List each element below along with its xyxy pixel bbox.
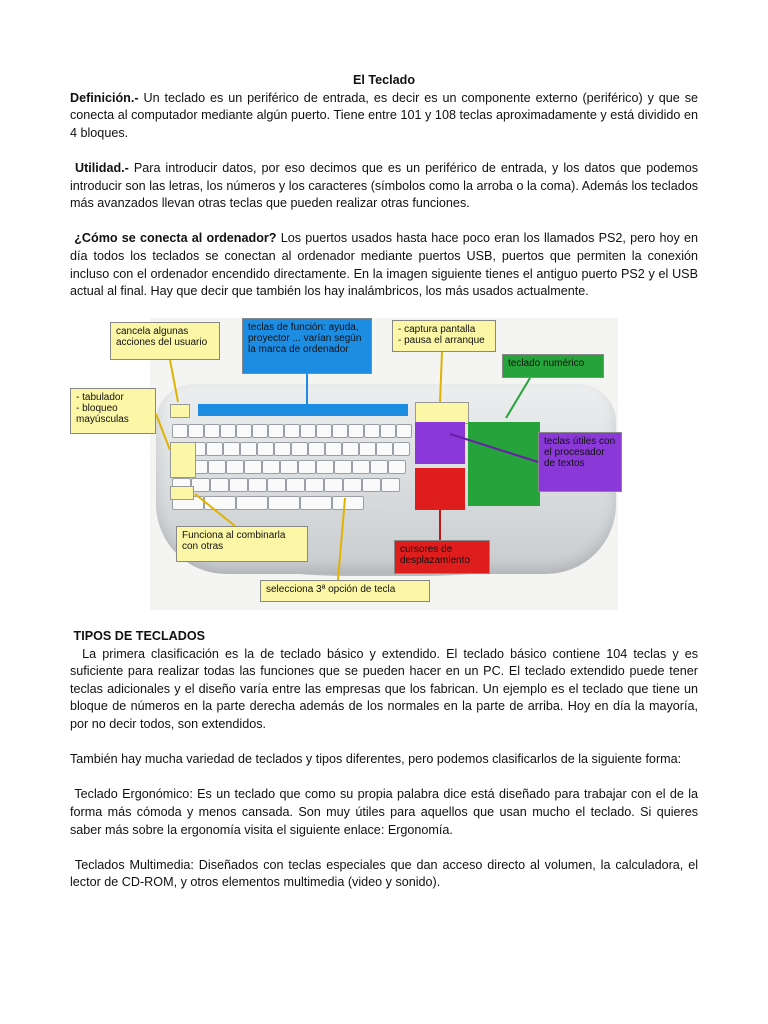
arrow-tabulador <box>156 414 170 450</box>
arrow-numerico <box>506 378 530 418</box>
multimedia-paragraph <box>70 857 698 892</box>
variedad-paragraph: También hay mucha variedad de teclados y tipos diferentes, pero podemos clasificarlos de la siguiente forma: <box>70 752 682 767</box>
utilidad-text: Para introducir datos, por eso decimos que es un periférico de entrada, y los datos que podemos introducir son las letras, los números y los caracteres (símbolos como la arroba o la coma). Además los teclados más avanzados llevan otras teclas que pueden realizar otras funciones. <box>70 160 698 211</box>
tipos-title-paragraph <box>70 628 698 646</box>
definicion-label: Definición.- <box>70 90 139 105</box>
arrow-captura <box>440 352 442 402</box>
label-numerico: teclado numérico <box>502 354 604 378</box>
arrow-opcion <box>338 498 345 580</box>
tipos-text: La primera clasificación es la de teclado básico y extendido. El teclado básico contiene 104 teclas y es suficiente para realizar todas las funciones que se pueden hacer en un PC. El teclado extendido puede tener teclas adicionales y el diseño varía entre las empresas que los fabrican. Un ejemplo es el teclado que tiene un bloque de números en la parte derecha además de los normales en la parte de arriba. Hoy en día la mayoría, por no decir todos, son extendidos. <box>70 646 699 731</box>
tipos-section <box>70 628 698 892</box>
ergonomico-paragraph <box>70 786 698 839</box>
definicion-text: Un teclado es un periférico de entrada, es decir es un componente externo (periférico) y que se conecta al computador mediante algún puerto. Tiene entre 101 y 108 teclas aproximadamente y está dividido en 4 bloques. <box>70 90 698 140</box>
label-captura: - captura pantalla - pausa el arranque <box>392 320 496 352</box>
tipos-paragraph <box>70 646 698 734</box>
conexion-label: ¿Cómo se conecta al ordenador? <box>74 231 277 246</box>
ergonomico-text: Teclado Ergonómico: Es un teclado que como su propia palabra dice está diseñado para trabajar con el de la forma más cómoda y menos cansada. Son muy útiles para aquellos que usan mucho el teclado. Si quieres saber más sobre la ergonomía visita el siguiente enlace: Ergonomía. <box>70 787 699 837</box>
tipos-title: TIPOS DE TECLADOS <box>73 629 206 643</box>
multimedia-text: Teclados Multimedia: Diseñados con teclas especiales que dan acceso directo al volumen, la calculadora, el lector de CD-ROM, y otros elementos multimedia (video y sonido). <box>70 857 699 890</box>
keyboard-figure <box>76 318 618 610</box>
label-combinar: Funciona al combinarla con otras <box>176 526 308 562</box>
label-opcion: selecciona 3ª opción de tecla <box>260 580 430 602</box>
definicion-paragraph <box>70 90 698 143</box>
label-funcion: teclas de función: ayuda, proyector ... varían según la marca de ordenador <box>242 318 372 374</box>
document-title: El Teclado <box>352 73 416 87</box>
conexion-text: Los puertos usados hasta hace poco eran los llamados PS2, pero hoy en día todos los teclados se conectan al ordenador mediante puertos USB, puertos que permiten la conexión incluso con el ordenador encendido directamente. En la imagen siguiente tienes el antiguo puerto PS2 y el USB actual al final. Hay que decir que también los hay inalámbricos, los más usados actualmente. <box>70 231 699 299</box>
arrow-cancela <box>170 360 178 402</box>
arrow-combinar <box>195 494 235 526</box>
utilidad-label: Utilidad.- <box>74 160 129 175</box>
label-cursores: cursores de desplazamiento <box>394 540 490 574</box>
label-utiles: teclas útiles con el procesador de textos <box>538 432 622 492</box>
document-page <box>70 72 698 301</box>
utilidad-paragraph <box>70 160 698 213</box>
callout-arrows <box>150 318 618 610</box>
conexion-paragraph <box>70 230 698 300</box>
label-tabulador: - tabulador - bloqueo mayúsculas <box>70 388 156 434</box>
arrow-utiles <box>450 434 538 462</box>
label-cancela: cancela algunas acciones del usuario <box>110 322 220 360</box>
